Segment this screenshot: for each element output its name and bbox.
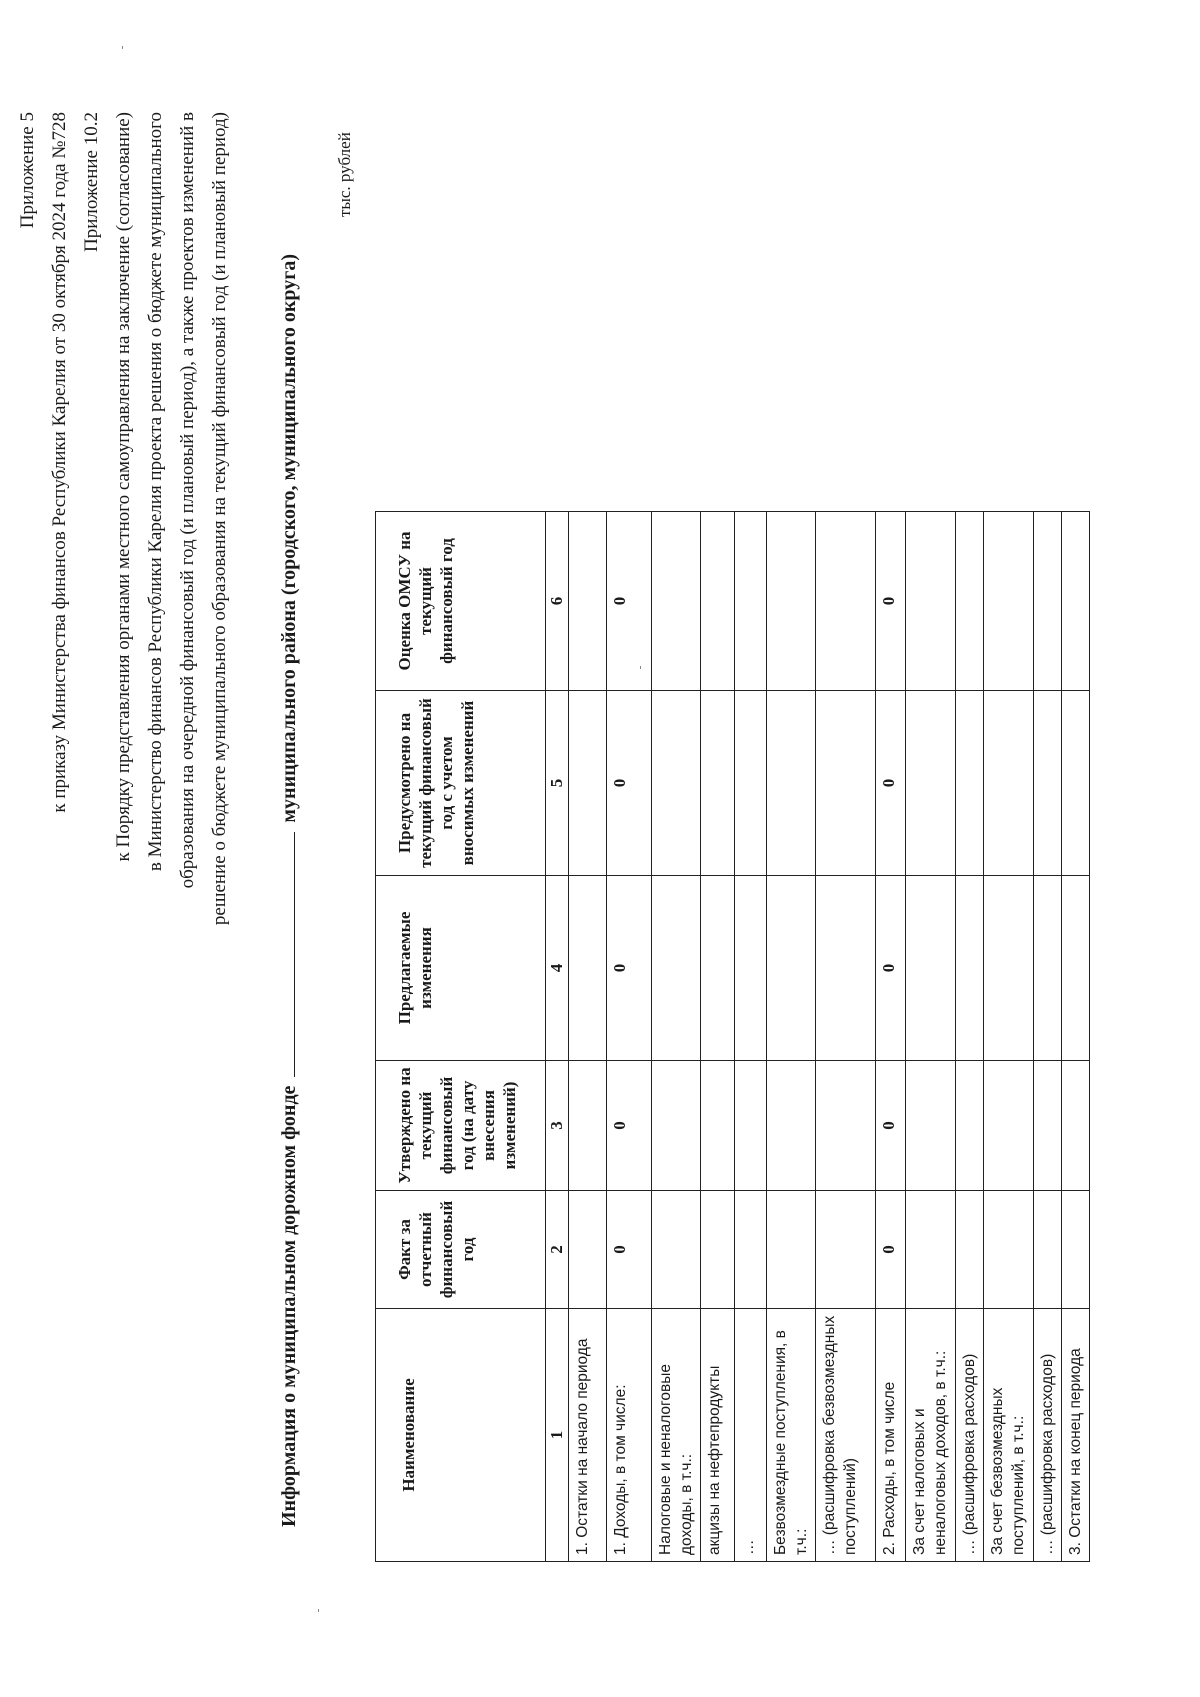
cell-value: 0 [876,1191,906,1309]
table-header-row [376,512,546,1562]
table-row [956,512,984,1562]
cell-value [569,512,607,691]
table-row [876,512,906,1562]
cell-value [735,512,767,691]
cell-value [701,512,735,691]
cell-value [906,876,956,1061]
row-name: 3. Остатки на конец периода [1062,1309,1090,1562]
cell-value [984,1191,1034,1309]
cell-value [652,1191,701,1309]
cell-value [1062,512,1090,691]
cell-value [652,691,701,876]
cell-value [1034,1191,1062,1309]
cell-value [1062,1191,1090,1309]
title-prefix: Информация о муниципальном дорожном фонде [278,1085,300,1527]
cell-value: 0 [607,1191,652,1309]
column-number-row [546,512,569,1562]
row-name: За счет безвозмездных поступлений, в т.ч.: [984,1309,1034,1562]
column-header: Факт за отчетный финансовый год [376,1191,546,1309]
cell-value [569,876,607,1061]
row-name: Безвозмездные поступления, в т.ч.: [767,1309,816,1562]
header-line: к Порядку представления органами местного самоуправления на заключение (согласование) [113,112,134,862]
header-line: в Министерство финансов Республики Карелия проекта решения о бюджете муниципального [145,112,166,872]
cell-value [984,512,1034,691]
scan-speck [640,666,641,669]
cell-value [816,1061,876,1191]
cell-value [816,512,876,691]
cell-value [816,691,876,876]
column-number: 6 [546,512,569,691]
table-row [735,512,767,1562]
header-line: Приложение 5 [17,112,38,229]
table-row [569,512,607,1562]
column-header: Предлагаемые изменения [376,876,546,1061]
column-header: Наименование [376,1309,546,1562]
header-line: Приложение 10.2 [81,112,102,252]
document-title [276,227,301,1527]
cell-value: 0 [876,691,906,876]
cell-value [652,1061,701,1191]
cell-value [956,1061,984,1191]
cell-value [984,691,1034,876]
table-row [816,512,876,1562]
cell-value: 0 [607,512,652,691]
cell-value [956,876,984,1061]
row-name: … (расшифровка безвозмездных поступлений) [816,1309,876,1562]
row-name: … (расшифровка расходов) [956,1309,984,1562]
title-suffix: муниципального района (городского, муниципального округа) [278,253,300,823]
column-number: 2 [546,1191,569,1309]
row-name: акцизы на нефтепродукты [701,1309,735,1562]
cell-value [956,512,984,691]
cell-value: 0 [876,876,906,1061]
row-name: … (расшифровка расходов) [1034,1309,1062,1562]
cell-value [767,1061,816,1191]
cell-value: 0 [607,876,652,1061]
header-line: решение о бюджете муниципального образования на текущий финансовый год (и плановый период) [209,112,230,926]
cell-value [767,876,816,1061]
units-label: тыс. рублей [335,132,354,217]
cell-value [701,1191,735,1309]
appendix-header [12,112,236,1297]
cell-value [701,691,735,876]
column-number: 1 [546,1309,569,1562]
cell-value [1062,876,1090,1061]
cell-value [569,691,607,876]
cell-value [984,1061,1034,1191]
row-name: 2. Расходы, в том числе [876,1309,906,1562]
cell-value [1034,512,1062,691]
table-row [906,512,956,1562]
cell-value: 0 [876,512,906,691]
cell-value [906,1191,956,1309]
cell-value [906,691,956,876]
scan-speck [318,1609,319,1612]
cell-value [906,1061,956,1191]
row-name: … [735,1309,767,1562]
scan-speck [122,46,123,49]
cell-value [701,876,735,1061]
header-line: к приказу Министерства финансов Республики Карелия от 30 октября 2024 года №728 [49,112,70,813]
cell-value [1062,1061,1090,1191]
row-name: 1. Доходы, в том числе: [607,1309,652,1562]
cell-value: 0 [607,691,652,876]
column-number: 3 [546,1061,569,1191]
table-row [1062,512,1090,1562]
cell-value [701,1061,735,1191]
column-header: Оценка ОМСУ на текущий финансовый год [376,512,546,691]
cell-value [652,876,701,1061]
cell-value [652,512,701,691]
cell-value [569,1191,607,1309]
cell-value [767,1191,816,1309]
cell-value: 0 [876,1061,906,1191]
row-name: 1. Остатки на начало периода [569,1309,607,1562]
table-row [984,512,1034,1562]
table-row [607,512,652,1562]
header-line: образования на очередной финансовый год (и плановый период), а также проектов изменений в [177,112,198,889]
cell-value [956,1191,984,1309]
cell-value [956,691,984,876]
table-row [652,512,701,1562]
table-row [701,512,735,1562]
cell-value [1062,691,1090,876]
cell-value [569,1061,607,1191]
cell-value [767,512,816,691]
column-number: 4 [546,876,569,1061]
column-header: Утверждено на текущий финансовый год (на дату внесения изменений) [376,1061,546,1191]
cell-value [816,1191,876,1309]
fill-in-blank [276,832,295,1077]
cell-value [735,876,767,1061]
table-row [767,512,816,1562]
cell-value [984,876,1034,1061]
cell-value [1034,691,1062,876]
cell-value [735,1061,767,1191]
cell-value [735,691,767,876]
cell-value [1034,1061,1062,1191]
cell-value: 0 [607,1061,652,1191]
cell-value [767,691,816,876]
column-number: 5 [546,691,569,876]
table-row [1034,512,1062,1562]
row-name: Налоговые и неналоговые доходы, в т.ч.: [652,1309,701,1562]
cell-value [735,1191,767,1309]
road-fund-table [375,511,1090,1562]
cell-value [906,512,956,691]
column-header: Предусмотрено на текущий финансовый год с учетом вносимых изменений [376,691,546,876]
cell-value [816,876,876,1061]
row-name: За счет налоговых и неналоговых доходов, в т.ч.: [906,1309,956,1562]
cell-value [1034,876,1062,1061]
